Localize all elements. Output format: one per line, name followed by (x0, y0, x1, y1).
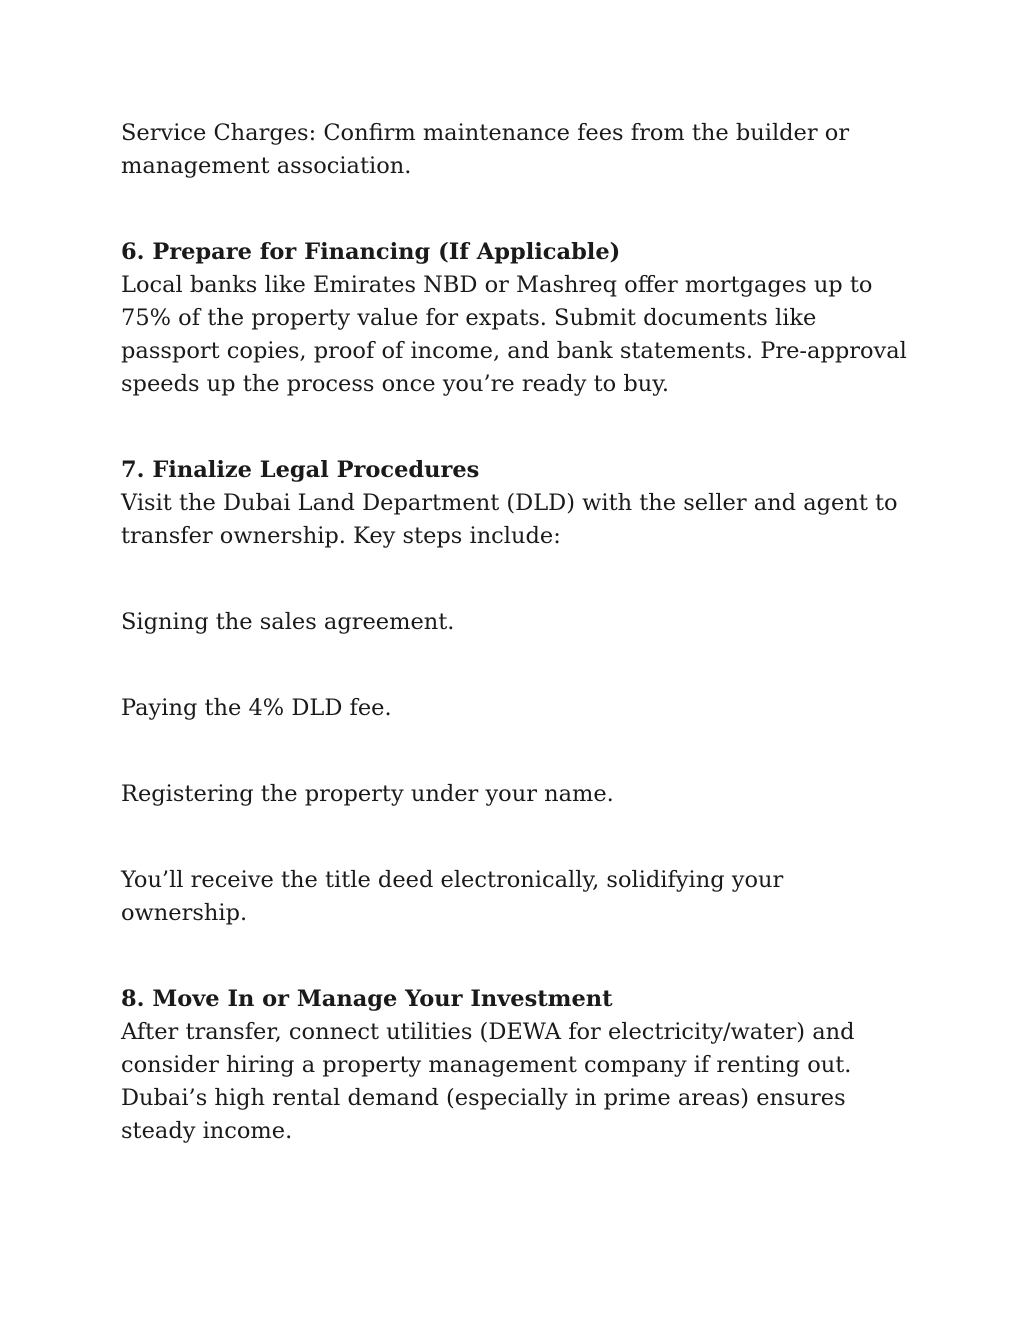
step-item-registering: Registering the property under your name. (121, 781, 614, 807)
step-item-paying: Paying the 4% DLD fee. (121, 695, 392, 721)
service-charges-paragraph (121, 117, 911, 183)
financing-heading: 6. Prepare for Financing (If Applicable) (121, 239, 621, 265)
legal-procedures-section (121, 454, 911, 553)
legal-procedures-text: Visit the Dubai Land Department (DLD) with the seller and agent to transfer ownership. Key steps include: (121, 490, 898, 549)
legal-procedures-heading: 7. Finalize Legal Procedures (121, 457, 480, 483)
financing-text: Local banks like Emirates NBD or Mashreq offer mortgages up to 75% of the property value for expats. Submit documents like passport copies, proof of income, and bank statements. Pre-approval speeds up the process once you’re ready to buy. (121, 272, 907, 397)
move-in-heading: 8. Move In or Manage Your Investment (121, 986, 613, 1012)
step-item-signing: Signing the sales agreement. (121, 609, 455, 635)
service-charges-text: Service Charges: Confirm maintenance fees from the builder or management association. (121, 120, 850, 179)
financing-section (121, 236, 911, 401)
move-in-text: After transfer, connect utilities (DEWA for electricity/water) and consider hiring a property management company if renting out. Dubai’s high rental demand (especially in prime areas) ensures steady income. (121, 1019, 855, 1144)
document-page (121, 117, 911, 1201)
closing-paragraph: You’ll receive the title deed electronically, solidifying your ownership. (121, 867, 784, 926)
move-in-section (121, 983, 911, 1148)
